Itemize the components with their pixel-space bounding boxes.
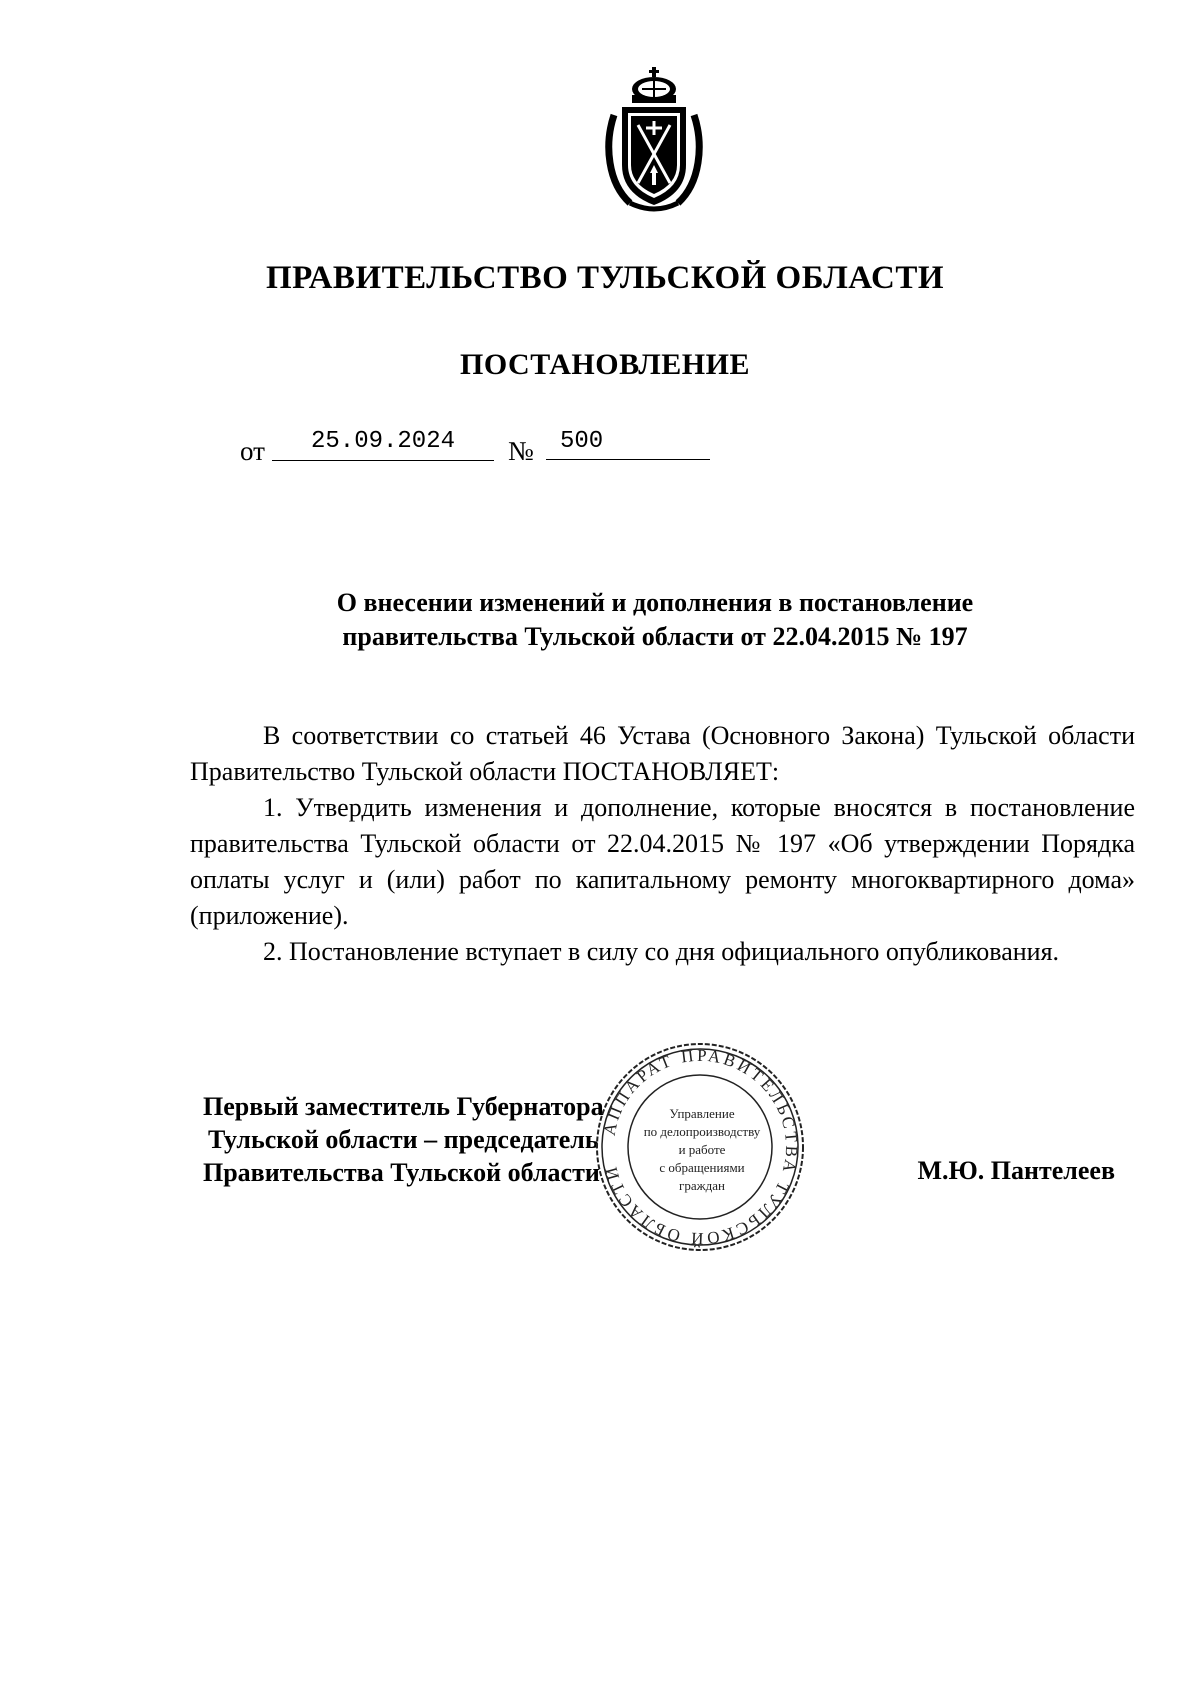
stamp-line-3: и работе	[678, 1142, 726, 1157]
document-body	[190, 718, 1135, 970]
body-paragraph-2: 1. Утвердить изменения и дополнение, которые вносятся в постановление правительства Тульской области от 22.04.2015 № 197 «Об утверждении Порядка оплаты услуг и (или) работ по капитальному ремонту многоквартирного дома» (приложение).	[190, 793, 1135, 930]
official-stamp	[590, 1040, 810, 1255]
number-label: №	[508, 436, 534, 466]
organization-title: ПРАВИТЕЛЬСТВО ТУЛЬСКОЙ ОБЛАСТИ	[266, 260, 944, 296]
date-label: от	[240, 436, 265, 466]
body-paragraph-1: В соответствии со статьей 46 Устава (Основного Закона) Тульской области Правительство Тульской области ПОСТАНОВЛЯЕТ:	[190, 721, 1135, 786]
signer-position-line-1: Первый заместитель Губернатора	[203, 1092, 604, 1121]
document-date: 25.09.2024	[272, 428, 494, 461]
subject-line-1: О внесении изменений и дополнения в постановление	[336, 588, 974, 617]
stamp-line-4: с обращениями	[659, 1160, 745, 1175]
stamp-line-1: Управление	[669, 1106, 735, 1121]
stamp-line-5: граждан	[679, 1178, 725, 1193]
signer-position-line-2: Тульской области – председатель	[208, 1125, 599, 1154]
coat-of-arms-icon	[600, 65, 708, 215]
document-number: 500	[546, 428, 710, 460]
document-type-title: ПОСТАНОВЛЕНИЕ	[460, 348, 750, 381]
subject-line-2: правительства Тульской области от 22.04.2015 № 197	[342, 622, 968, 651]
signer-position-line-3: Правительства Тульской области	[203, 1158, 600, 1187]
signer-name: М.Ю. Пантелеев	[917, 1156, 1115, 1185]
signer-position	[203, 1090, 604, 1189]
stamp-ring-text: АППАРАТ ПРАВИТЕЛЬСТВА ТУЛЬСКОЙ ОБЛАСТИ	[599, 1045, 802, 1249]
document-subject	[200, 586, 1110, 654]
stamp-line-2: по делопроизводству	[643, 1124, 761, 1139]
body-paragraph-3: 2. Постановление вступает в силу со дня официального опубликования.	[263, 937, 1060, 966]
